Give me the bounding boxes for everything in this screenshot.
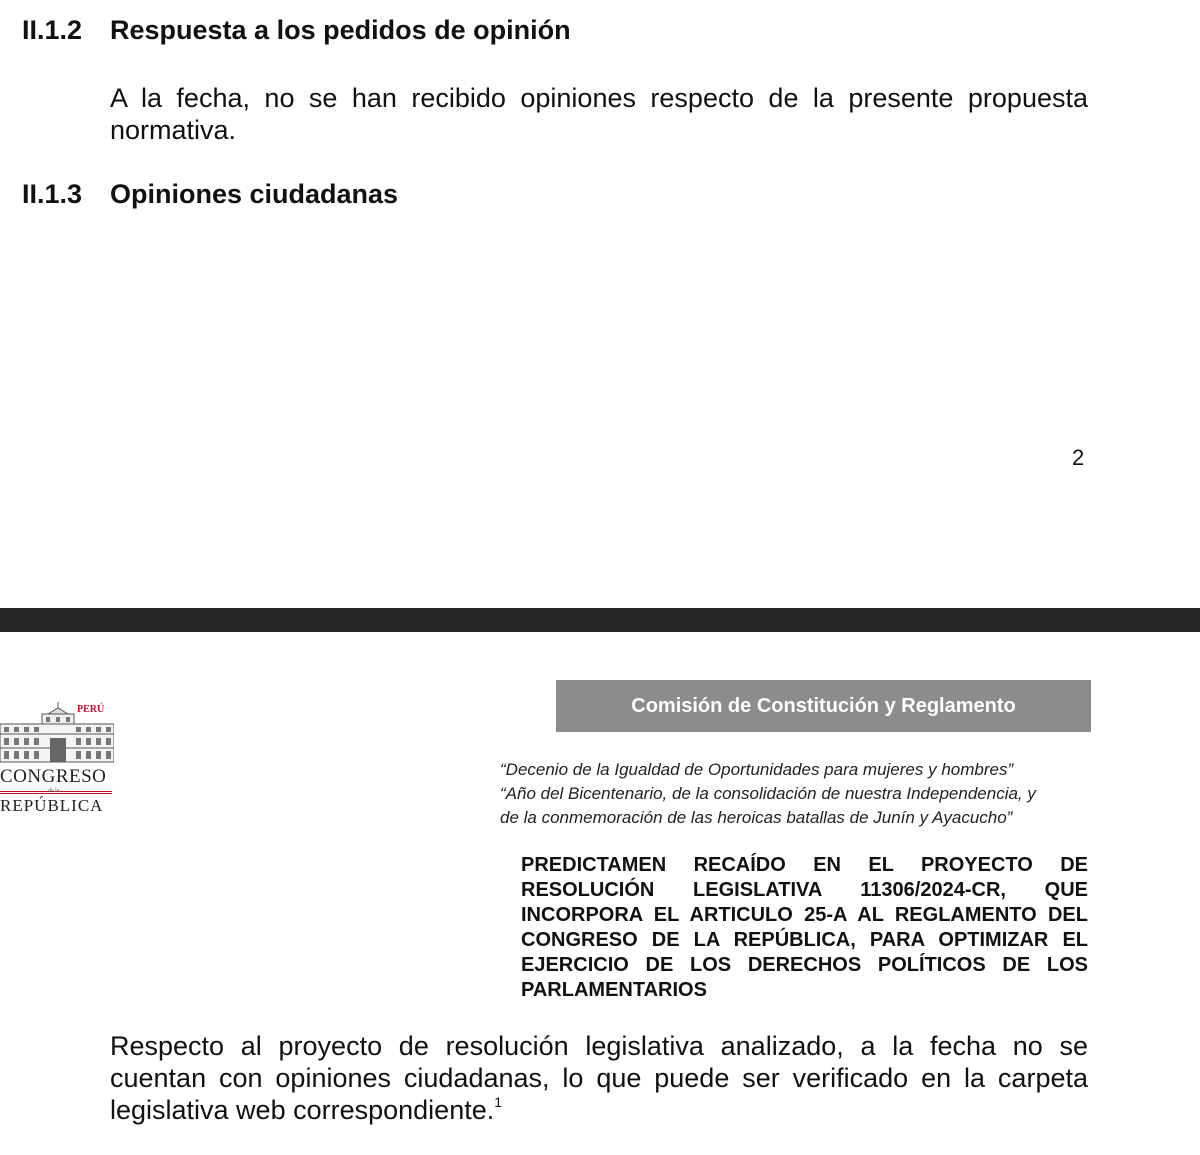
commission-banner: Comisión de Constitución y Reglamento bbox=[556, 680, 1091, 732]
paragraph-text: Respecto al proyecto de resolución legislativa analizado, a la fecha no se cuentan con opiniones ciudadanas, lo que puede ser verificado en la carpeta legislativa web correspondiente. bbox=[110, 1031, 1088, 1125]
section-number: II.1.2 bbox=[22, 15, 83, 45]
page-divider bbox=[0, 608, 1200, 632]
logo-country: PERÚ bbox=[77, 704, 105, 715]
body-paragraph-respuesta: A la fecha, no se han recibido opiniones respecto de la presente propuesta normativa. bbox=[110, 83, 1088, 145]
dictamen-title: PREDICTAMEN RECAÍDO EN EL PROYECTO DE RESOLUCIÓN LEGISLATIVA 11306/2024-CR, QUE INCORPORA EL ARTICULO 25-A AL REGLAMENTO DEL CONGRESO DE LA REPÚBLICA, PARA OPTIMIZAR EL EJERCICIO DE LOS DERECHOS POLÍTICOS DE LOS PARLAMENTARIOS bbox=[521, 854, 1088, 1001]
logo-congreso-text: CONGRESO bbox=[0, 766, 107, 787]
footnote-reference[interactable]: 1 bbox=[494, 1094, 503, 1110]
section-title: Respuesta a los pedidos de opinión bbox=[110, 15, 571, 45]
section-title: Opiniones ciudadanas bbox=[110, 179, 399, 209]
logo-republica-text: REPÚBLICA bbox=[0, 796, 104, 815]
body-paragraph-opiniones bbox=[110, 1030, 1088, 1126]
motto-line: “Año del Bicentenario, de la consolidación de nuestra Independencia, y bbox=[500, 784, 1036, 803]
congreso-logo bbox=[0, 696, 130, 826]
motto-line: “Decenio de la Igualdad de Oportunidades para mujeres y hombres” bbox=[500, 760, 1014, 779]
section-heading-opiniones bbox=[22, 178, 398, 210]
motto-line: de la conmemoración de las heroicas batallas de Junín y Ayacucho” bbox=[500, 808, 1013, 827]
page-number: 2 bbox=[1072, 445, 1085, 470]
section-number: II.1.3 bbox=[22, 179, 83, 209]
year-mottos bbox=[500, 758, 1130, 830]
section-heading-respuesta bbox=[22, 14, 571, 46]
logo-small-text: de la bbox=[48, 788, 60, 794]
document-page-bottom bbox=[0, 632, 1200, 1155]
